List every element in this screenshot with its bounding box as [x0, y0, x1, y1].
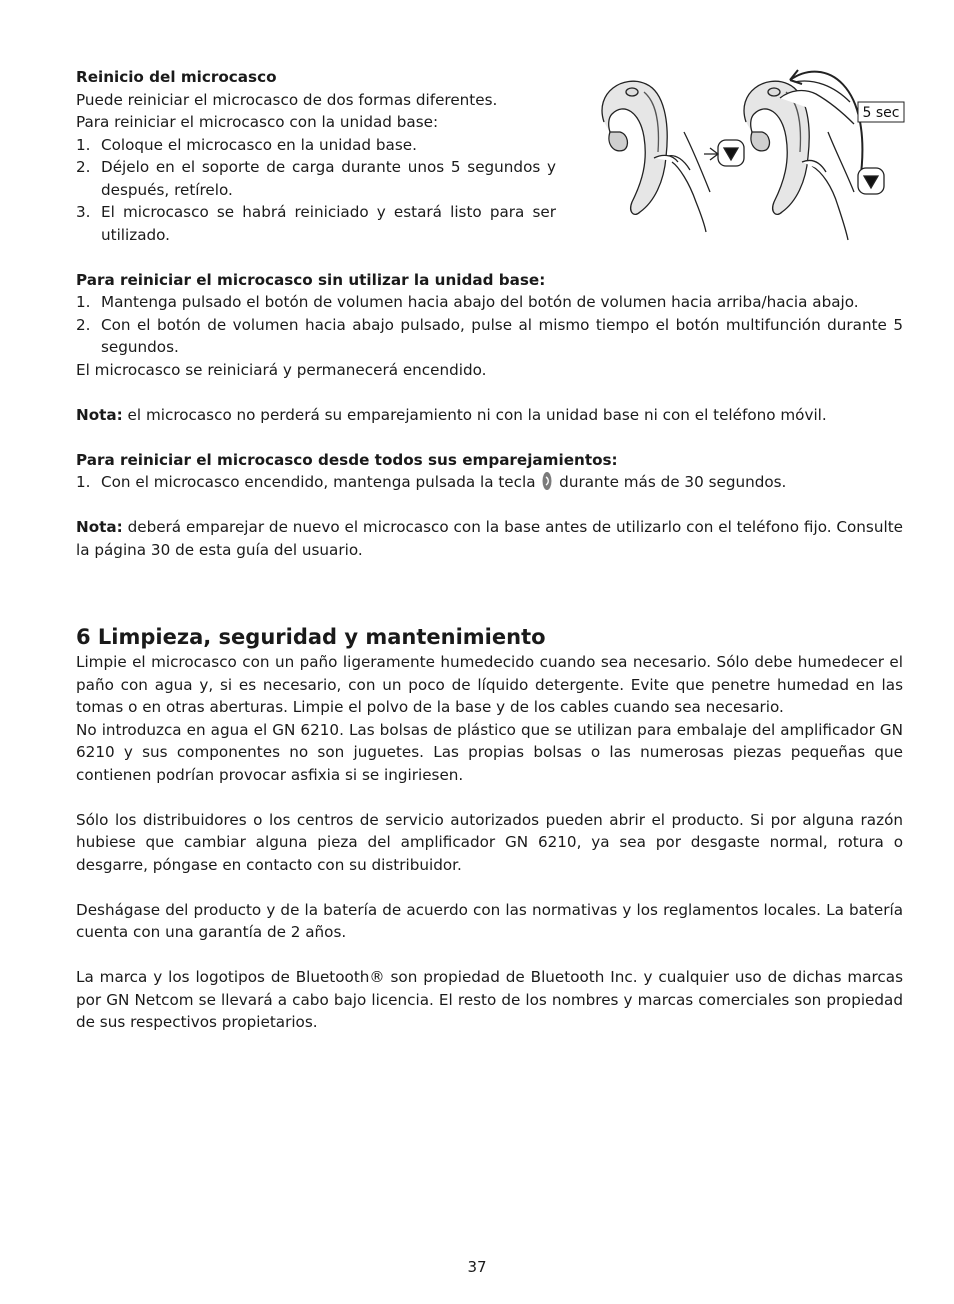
list-text: Déjelo en el soporte de carga durante unos 5 segundos y después, retírelo. [101, 158, 556, 199]
reset-intro-1: Puede reiniciar el microcasco de dos formas diferentes. [76, 90, 498, 109]
note-2 [76, 516, 903, 561]
reset-no-base-section [76, 269, 903, 382]
list-item [76, 201, 556, 246]
no-base-after: El microcasco se reiniciará y permanecerá encendido. [76, 360, 487, 379]
document-body [76, 66, 903, 1034]
list-text: Mantenga pulsado el botón de volumen hacia abajo del botón de volumen hacia arriba/hacia abajo. [101, 293, 859, 311]
list-text: Coloque el microcasco en la unidad base. [101, 135, 417, 154]
list-item [76, 291, 903, 314]
note-1 [76, 404, 903, 427]
list-item [76, 314, 903, 359]
list-text: El microcasco se habrá reiniciado y estará listo para ser utilizado. [101, 203, 556, 244]
no-base-steps [76, 291, 903, 359]
paragraph: Limpie el microcasco con un paño ligeramente humedecido cuando sea necesario. Sólo debe humedecer el paño con agua y, si es necesario, con un poco de líquido detergente. Evite que penetre humedad en las tomas o en otras aberturas. Limpie el polvo de la base y de los cables cuando sea necesario. [76, 653, 903, 716]
list-number: 2. [76, 158, 91, 176]
list-item [76, 134, 556, 157]
reset-intro-2: Para reiniciar el microcasco con la unidad base: [76, 113, 439, 131]
reset-all-pairings-section [76, 449, 903, 494]
list-number: 1. [76, 135, 91, 154]
paragraph: No introduzca en agua el GN 6210. Las bolsas de plástico que se utilizan para embalaje del amplificador GN 6210 y sus componentes no son juguetes. Las propias bolsas o las numerosas piezas pequeñas que contienen podrían provocar asfixia si se ingiriesen. [76, 720, 903, 784]
list-text: Con el botón de volumen hacia abajo pulsado, pulse al mismo tiempo el botón multifunción durante 5 segundos. [101, 315, 903, 356]
reset-steps [76, 134, 556, 247]
note-label: Nota: [76, 405, 123, 424]
list-number: 3. [76, 203, 91, 221]
multifunction-key-icon [542, 471, 552, 491]
reset-section [76, 66, 556, 246]
page-number: 37 [467, 1258, 487, 1276]
all-pairings-steps [76, 471, 903, 494]
figure-label: 5 sec [862, 105, 900, 121]
all-pairings-heading: Para reiniciar el microcasco desde todos sus emparejamientos: [76, 450, 618, 469]
list-number: 2. [76, 315, 91, 334]
note-text: deberá emparejar de nuevo el microcasco con la base antes de utilizarlo con el teléfono fijo. Consulte la página 30 de esta guía del usuario. [76, 518, 903, 559]
list-item [76, 156, 556, 201]
note-text: el microcasco no perderá su emparejamiento ni con la unidad base ni con el teléfono móvil. [122, 405, 827, 424]
note-label: Nota: [76, 518, 123, 536]
list-text-end: durante más de 30 segundos. [554, 473, 787, 491]
no-base-heading: Para reiniciar el microcasco sin utilizar la unidad base: [76, 270, 546, 289]
list-item [76, 471, 903, 494]
list-text: Con el microcasco encendido, mantenga pulsada la tecla [101, 473, 541, 491]
paragraph: La marca y los logotipos de Bluetooth® son propiedad de Bluetooth Inc. y cualquier uso de dichas marcas por GN Netcom se llevará a cabo bajo licencia. El resto de los nombres y marcas comerciales son propiedad de sus respectivos propietarios. [76, 968, 903, 1031]
section-heading: 6 Limpieza, seguridad y mantenimiento [76, 625, 546, 649]
list-number: 1. [76, 473, 91, 491]
list-number: 1. [76, 293, 91, 311]
paragraph: Deshágase del producto y de la batería de acuerdo con las normativas y los reglamentos locales. La batería cuenta con una garantía de 2 años. [76, 900, 903, 941]
paragraph: Sólo los distribuidores o los centros de servicio autorizados pueden abrir el producto. Si por alguna razón hubiese que cambiar alguna pieza del amplificador GN 6210, ya sea por desgaste normal, rotura o desgarre, póngase en contacto con su distribuidor. [76, 810, 903, 874]
reset-heading: Reinicio del microcasco [76, 68, 277, 86]
